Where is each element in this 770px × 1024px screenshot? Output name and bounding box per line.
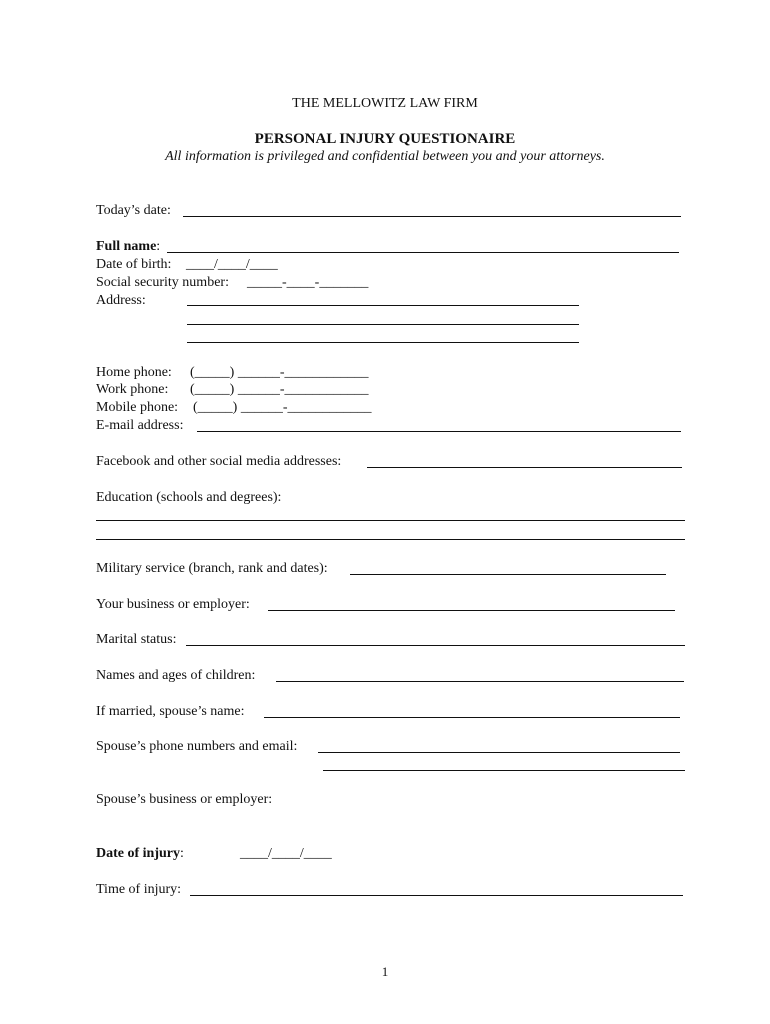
marital-label: Marital status: xyxy=(96,632,177,647)
injury-time-field[interactable] xyxy=(190,895,683,896)
firm-name: THE MELLOWITZ LAW FIRM xyxy=(292,96,478,111)
home-phone-field[interactable]: (_____) ______-____________ xyxy=(190,365,369,380)
military-label: Military service (branch, rank and dates): xyxy=(96,561,328,576)
address-label: Address: xyxy=(96,293,146,308)
spouse-name-field[interactable] xyxy=(264,717,680,718)
work-phone-label: Work phone: xyxy=(96,382,169,397)
spouse-phone-line-1[interactable] xyxy=(318,752,680,753)
dob-label: Date of birth: xyxy=(96,257,172,272)
todays-date-label: Today’s date: xyxy=(96,203,171,218)
ssn-label: Social security number: xyxy=(96,275,229,290)
social-media-field[interactable] xyxy=(367,467,682,468)
full-name-label: Full name xyxy=(96,239,157,254)
home-phone-label: Home phone: xyxy=(96,365,172,380)
children-field[interactable] xyxy=(276,681,684,682)
ssn-field[interactable]: _____-____-_______ xyxy=(247,275,369,290)
full-name-colon: : xyxy=(156,239,161,254)
education-line-1[interactable] xyxy=(96,520,685,521)
social-media-label: Facebook and other social media addresses: xyxy=(96,454,342,469)
business-label: Your business or employer: xyxy=(96,597,250,612)
injury-date-label: Date of injury xyxy=(96,846,180,861)
email-label: E-mail address: xyxy=(96,418,184,433)
address-line-2[interactable] xyxy=(187,324,579,325)
document-title: PERSONAL INJURY QUESTIONAIRE xyxy=(254,131,516,147)
full-name-field[interactable] xyxy=(167,252,679,253)
full-name-label-wrap xyxy=(96,238,160,256)
confidentiality-note: All information is privileged and confidential between you and your attorneys. xyxy=(165,149,605,164)
children-label: Names and ages of children: xyxy=(96,668,256,683)
marital-field[interactable] xyxy=(186,645,685,646)
injury-date-field[interactable]: ____/____/____ xyxy=(240,846,332,861)
mobile-phone-field[interactable]: (_____) ______-____________ xyxy=(193,400,372,415)
spouse-name-label: If married, spouse’s name: xyxy=(96,704,245,719)
todays-date-field[interactable] xyxy=(183,216,681,217)
injury-date-colon: : xyxy=(180,846,184,861)
work-phone-field[interactable]: (_____) ______-____________ xyxy=(190,382,369,397)
spouse-phone-label: Spouse’s phone numbers and email: xyxy=(96,739,298,754)
mobile-phone-label: Mobile phone: xyxy=(96,400,179,415)
page-number: 1 xyxy=(381,964,389,979)
military-field[interactable] xyxy=(350,574,666,575)
spouse-business-label: Spouse’s business or employer: xyxy=(96,792,273,807)
spouse-phone-line-2[interactable] xyxy=(323,770,685,771)
education-line-2[interactable] xyxy=(96,539,685,540)
dob-field[interactable]: ____/____/____ xyxy=(186,257,278,272)
address-line-1[interactable] xyxy=(187,305,579,306)
education-label: Education (schools and degrees): xyxy=(96,490,282,505)
address-line-3[interactable] xyxy=(187,342,579,343)
email-field[interactable] xyxy=(197,431,681,432)
injury-time-label: Time of injury: xyxy=(96,882,182,897)
business-field[interactable] xyxy=(268,610,675,611)
injury-date-label-wrap xyxy=(96,845,184,863)
